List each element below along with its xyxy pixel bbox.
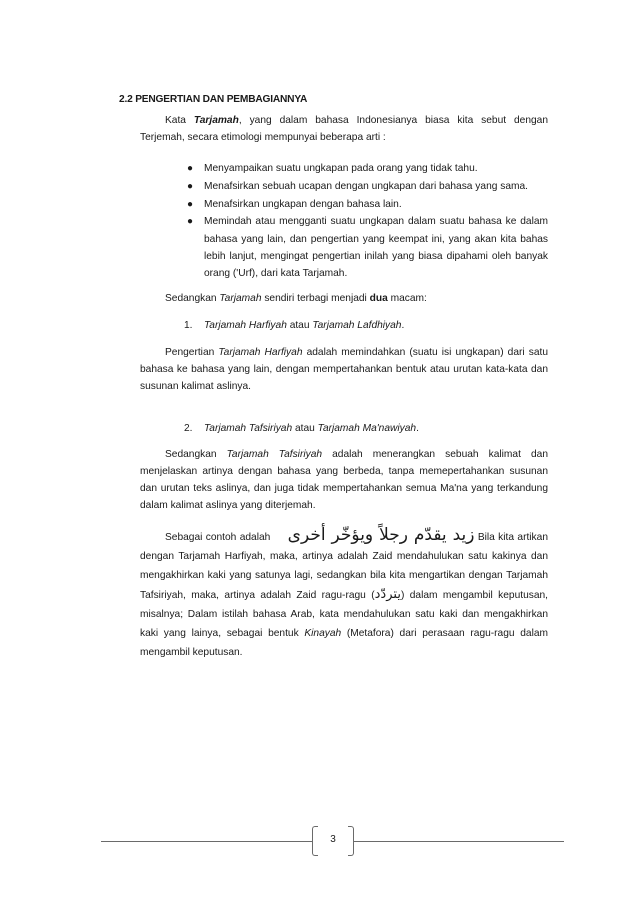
kinayah-term: Kinayah bbox=[304, 628, 342, 639]
section-heading: 2.2 PENGERTIAN DAN PEMBAGIANNYA bbox=[119, 94, 308, 105]
bullet-icon: ● bbox=[187, 198, 194, 210]
example-paragraph: Sebagai contoh adalah زيد يقدّم رجلاً ويؤخّر أخرى Bila kita artikan dengan Tarjamah Harfiyah, maka, artinya adalah Zaid mendahulukan satu kakinya dan mengakhirkan kaki yang satunya lagi, sedangkan bila kita mengartikan dengan Tarjamah Tafsiriyah, maka, artinya adalah Zaid ragu-ragu (يتردّد) dalam mengambil keputusan, misalnya; Dalam istilah bahasa Arab, kata mendahulukan satu kaki dan mengakhirkan kaki yang lainya, sebagai bentuk Kinayah (Metafora) dari perasaan ragu-ragu dalam mengambil keputusan. bbox=[140, 525, 548, 658]
intro-text-1: Kata bbox=[165, 115, 194, 126]
bullet-icon: ● bbox=[187, 180, 194, 192]
type-item-2: 2. Tarjamah Tafsiriyah atau Tarjamah Ma'nawiyah. bbox=[184, 423, 419, 434]
page-number-box bbox=[312, 826, 354, 856]
page-number: 3 bbox=[330, 834, 336, 845]
intro-text-2: , yang dalam bahasa Indonesianya biasa kita sebut dengan Terjemah, secara etimologi mempunyai beberapa arti : bbox=[140, 115, 549, 143]
division-paragraph: Sedangkan Tarjamah sendiri terbagi menjadi dua macam: bbox=[165, 293, 427, 304]
list-item: ● Menafsirkan sebuah ucapan dengan ungkapan dari bahasa yang sama. bbox=[182, 178, 548, 195]
example-lead: Sebagai contoh adalah bbox=[165, 532, 271, 543]
intro-term: Tarjamah bbox=[193, 115, 239, 126]
arabic-example: زيد يقدّم رجلاً ويؤخّر أخرى bbox=[287, 525, 475, 545]
list-item: ● Memindah atau mengganti suatu ungkapan dalam suatu bahasa ke dalam bahasa yang lain, dan pengertian yang keempat ini, yang akan kita bahas lebih lanjut, mengingat pengertian inilah yang biasa dipahami oleh banyak orang ('Urf), dari kata Tarjamah. bbox=[182, 213, 548, 282]
intro-paragraph bbox=[140, 112, 548, 146]
footer-rule-left bbox=[101, 841, 313, 842]
bullet-icon: ● bbox=[187, 163, 194, 174]
footer-rule-right bbox=[353, 841, 564, 842]
list-item: ● Menafsirkan ungkapan dengan bahasa lain. bbox=[182, 196, 548, 213]
meaning-list bbox=[182, 160, 548, 283]
arabic-word: يتردّد bbox=[374, 587, 401, 602]
tafsiriyah-definition: Sedangkan Tarjamah Tafsiriyah adalah menerangkan sebuah kalimat dan menjelaskan artinya dengan bahasa yang berbeda, tanpa memepertahankan susunan dan urutan teks aslinya, dan juga tidak mempertahankan semua Ma'na yang terkandung dalam kalimat aslinya yang diterjemah. bbox=[140, 449, 548, 511]
type-item-1: 1. Tarjamah Harfiyah atau Tarjamah Lafdhiyah. bbox=[184, 320, 405, 331]
list-item: ● Menyampaikan suatu ungkapan pada orang yang tidak tahu. bbox=[182, 160, 548, 177]
harfiyah-definition: Pengertian Tarjamah Harfiyah adalah memindahkan (suatu isi ungkapan) dari satu bahasa ke bahasa yang lain, dengan mempertahankan bentuk atau urutan kata-kata dan susunan kalimat aslinya. bbox=[140, 347, 549, 392]
bullet-icon: ● bbox=[187, 216, 194, 228]
